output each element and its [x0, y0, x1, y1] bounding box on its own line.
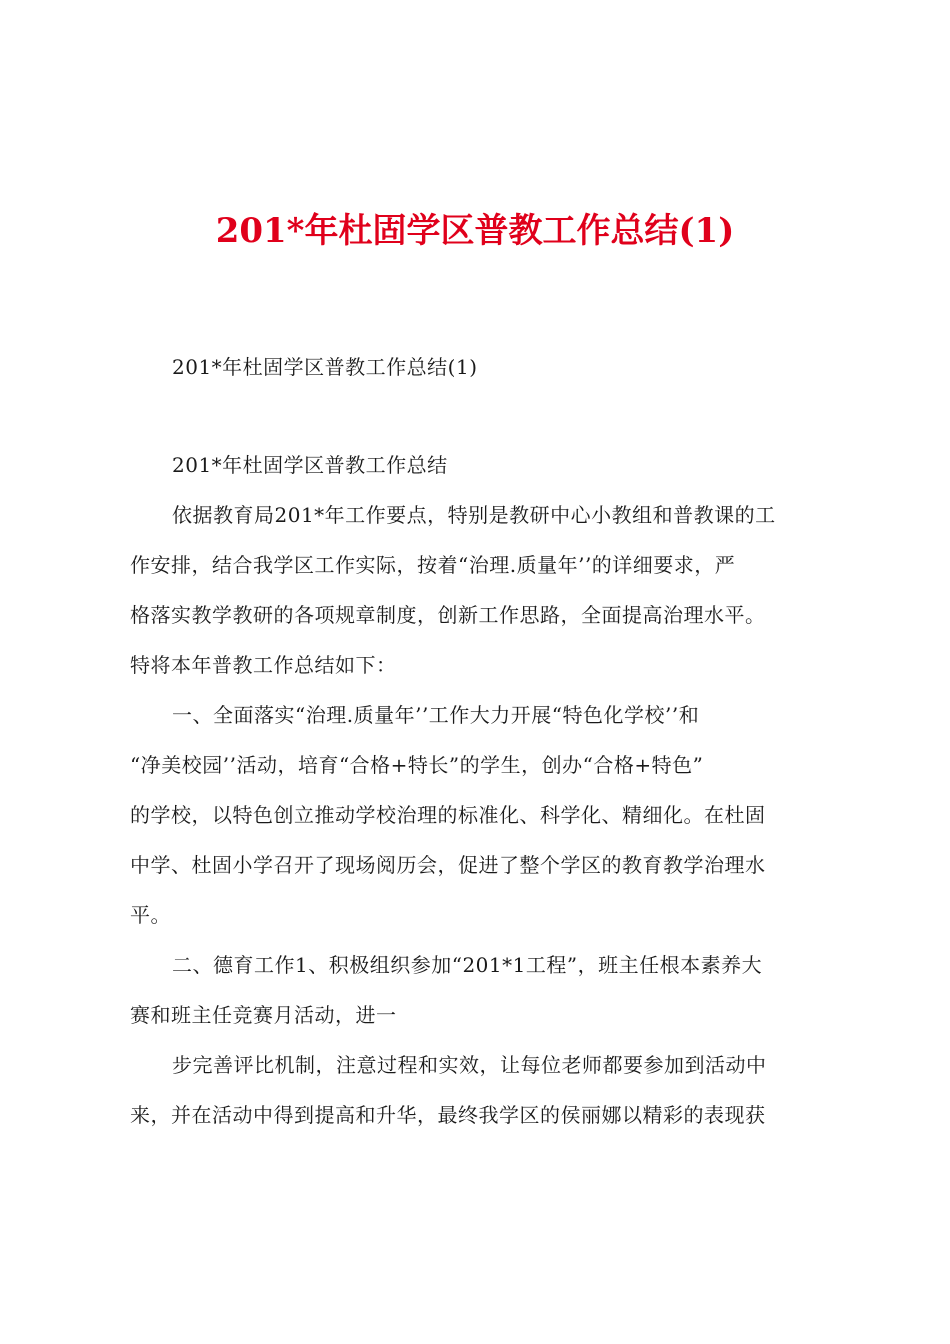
body-line: “净美校园’’活动，培育“合格+特长”的学生，创办“合格+特色” [130, 753, 704, 777]
body-line: 依据教育局201*年工作要点，特别是教研中心小教组和普教课的工 [172, 503, 776, 527]
body-line: 特将本年普教工作总结如下： [130, 653, 397, 677]
body-line: 中学、杜固小学召开了现场阅历会，促进了整个学区的教育教学治理水 [130, 853, 766, 877]
document-title: 201*年杜固学区普教工作总结(1) [215, 211, 735, 251]
body-line: 来，并在活动中得到提高和升华，最终我学区的侯丽娜以精彩的表现获 [130, 1103, 766, 1127]
body-line: 格落实教学教研的各项规章制度，创新工作思路，全面提高治理水平。 [130, 603, 766, 627]
body-line: 一、全面落实“治理.质量年’’工作大力开展“特色化学校’’和 [172, 703, 700, 727]
subtitle-line-1: 201*年杜固学区普教工作总结(1) [172, 355, 478, 379]
body-line: 步完善评比机制，注意过程和实效，让每位老师都要参加到活动中 [172, 1053, 767, 1077]
body-line: 的学校，以特色创立推动学校治理的标准化、科学化、精细化。在杜固 [130, 803, 766, 827]
body-line: 平。 [130, 903, 171, 927]
subtitle-line-2: 201*年杜固学区普教工作总结 [172, 453, 448, 477]
body-line: 赛和班主任竞赛月活动，进一 [130, 1003, 397, 1027]
body-line: 二、德育工作1、积极组织参加“201*1工程”，班主任根本素养大 [172, 953, 763, 977]
body-line: 作安排，结合我学区工作实际，按着“治理.质量年’’的详细要求，严 [130, 553, 736, 577]
